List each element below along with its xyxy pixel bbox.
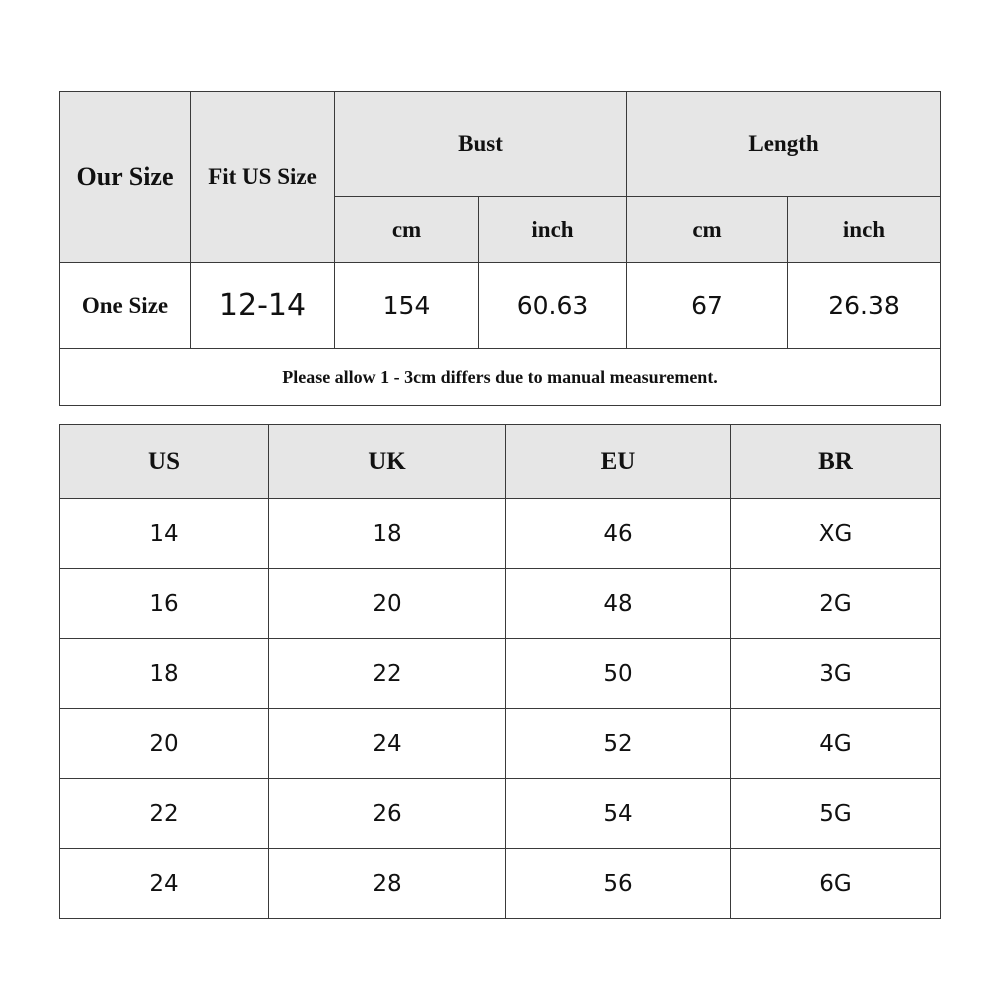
- length-inch-header: inch: [788, 197, 941, 263]
- eu-cell: 56: [506, 849, 731, 919]
- fit-us-size-value: 12-14: [191, 263, 335, 349]
- us-cell: 22: [60, 779, 269, 849]
- bust-header: Bust: [335, 92, 627, 197]
- uk-cell: 18: [269, 499, 506, 569]
- us-cell: 14: [60, 499, 269, 569]
- br-cell: 3G: [731, 639, 941, 709]
- size-conversion-table: [59, 424, 941, 919]
- measurement-note: Please allow 1 - 3cm differs due to manual measurement.: [60, 349, 941, 406]
- uk-cell: 20: [269, 569, 506, 639]
- table-row: [60, 639, 941, 709]
- size-measurement-table: [59, 91, 941, 406]
- uk-header: UK: [269, 425, 506, 499]
- br-cell: 4G: [731, 709, 941, 779]
- length-cm-value: 67: [627, 263, 788, 349]
- bust-cm-header: cm: [335, 197, 479, 263]
- size-table-note-row: [60, 349, 941, 406]
- length-inch-value: 26.38: [788, 263, 941, 349]
- br-cell: 2G: [731, 569, 941, 639]
- uk-cell: 22: [269, 639, 506, 709]
- eu-cell: 52: [506, 709, 731, 779]
- table-row: [60, 709, 941, 779]
- uk-cell: 26: [269, 779, 506, 849]
- br-cell: 5G: [731, 779, 941, 849]
- us-cell: 16: [60, 569, 269, 639]
- our-size-header: Our Size: [60, 92, 191, 263]
- table-row: [60, 499, 941, 569]
- our-size-value: One Size: [60, 263, 191, 349]
- br-cell: 6G: [731, 849, 941, 919]
- size-table-header-row: [60, 92, 941, 197]
- eu-cell: 54: [506, 779, 731, 849]
- br-header: BR: [731, 425, 941, 499]
- conversion-header-row: [60, 425, 941, 499]
- bust-cm-value: 154: [335, 263, 479, 349]
- eu-cell: 46: [506, 499, 731, 569]
- table-row: [60, 569, 941, 639]
- eu-header: EU: [506, 425, 731, 499]
- us-header: US: [60, 425, 269, 499]
- bust-inch-value: 60.63: [479, 263, 627, 349]
- us-cell: 24: [60, 849, 269, 919]
- length-cm-header: cm: [627, 197, 788, 263]
- size-table-row: [60, 263, 941, 349]
- us-cell: 18: [60, 639, 269, 709]
- table-row: [60, 849, 941, 919]
- eu-cell: 48: [506, 569, 731, 639]
- bust-inch-header: inch: [479, 197, 627, 263]
- eu-cell: 50: [506, 639, 731, 709]
- fit-us-size-header: Fit US Size: [191, 92, 335, 263]
- uk-cell: 24: [269, 709, 506, 779]
- uk-cell: 28: [269, 849, 506, 919]
- us-cell: 20: [60, 709, 269, 779]
- table-row: [60, 779, 941, 849]
- length-header: Length: [627, 92, 941, 197]
- br-cell: XG: [731, 499, 941, 569]
